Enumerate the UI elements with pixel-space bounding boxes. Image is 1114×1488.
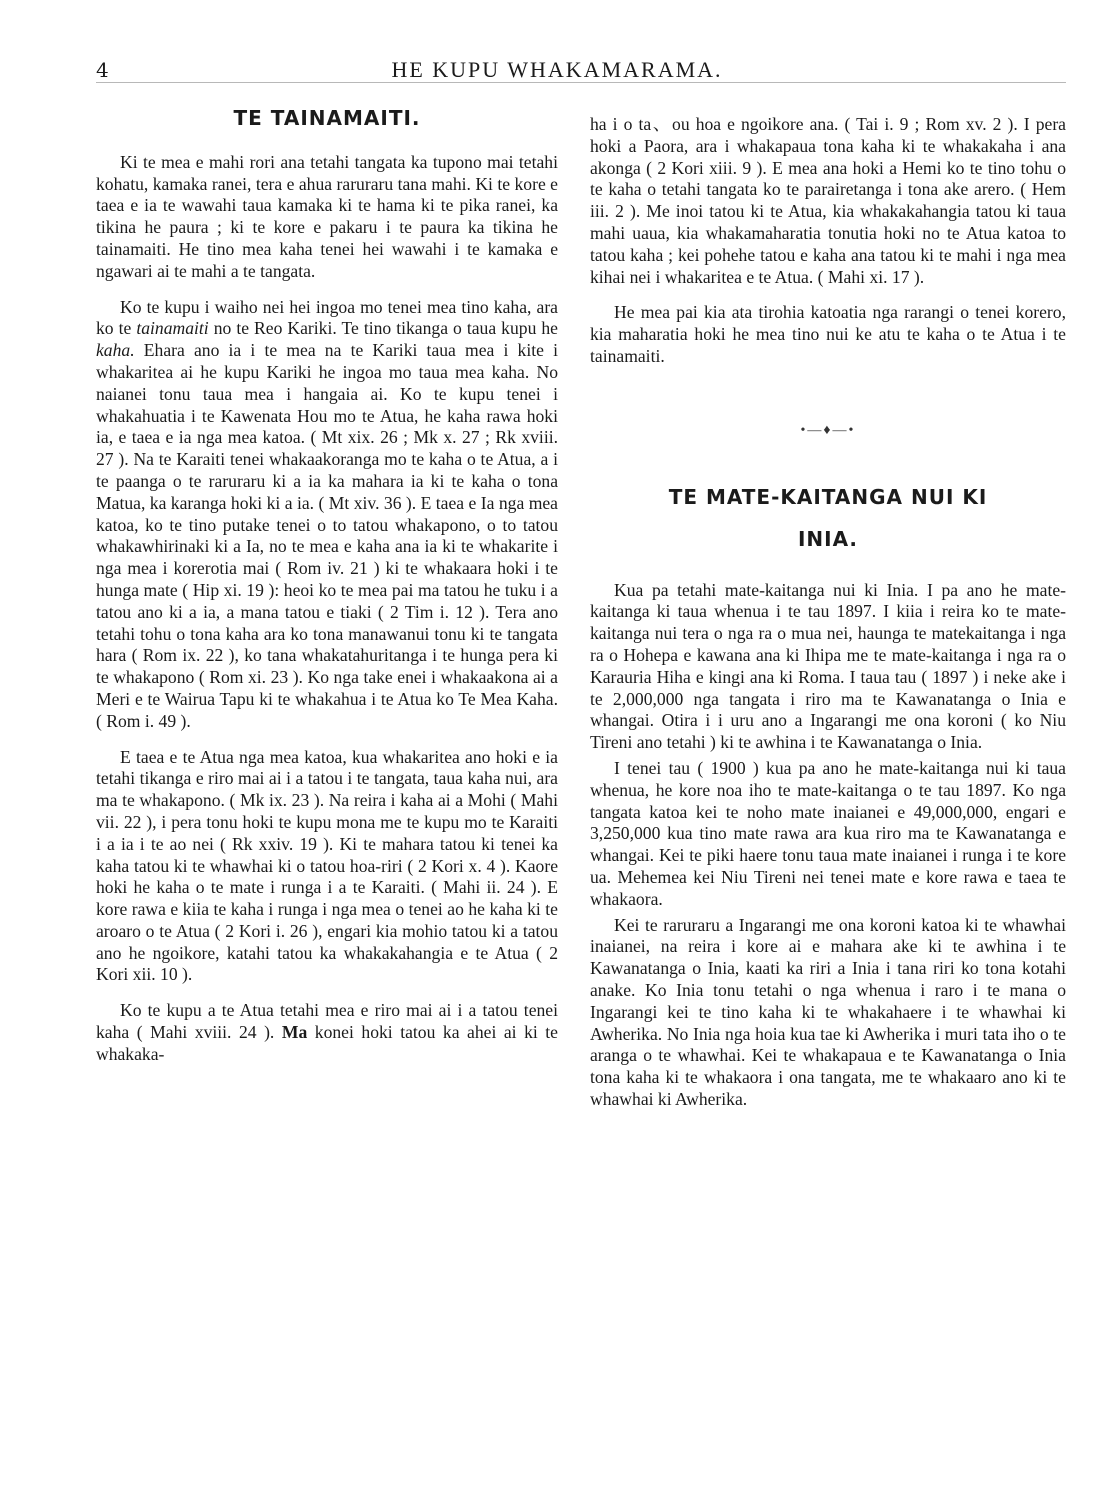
paragraph-text: no te Reo Kariki. Te tino tikanga o taua kupu he bbox=[208, 318, 558, 339]
paragraph-text: Ehara ano ia i te mea na te Kariki taua mea i kite i whakaritea ai he kupu Kariki he ingoa mo taua mea kaha. No naianei tonu taua mea i hangaia ai. Ko te kupu tenei i whakahuatia i te Kawenata Hou mo te Atua, he kaha rawa hoki ia, e taea e ia nga mea katoa. ( Mt xix. 26 ; Mk x. 27 ; Rk xviii. 27 ). Na te Karaiti tenei whakaakoranga mo te kaha o te Atua, a i te paanga o te raruraru ki a ia ka mahara ia ki te kaha o tona Matua, ka karanga hoki ki a ia. ( Mt xiv. 36 ). E taea e Ia nga mea katoa, ko te tino putake tenei o to tatou whakapono, o to tatou whakawhirinaki ki a Ia, no te mea e kaha ana ia ki te whakarite i nga mea i korerotia mai ( Rom iv. 21 ) ki te whakaara hoki i te hunga mate ( Hip xi. 19 ): heoi ko te mea pai ma tatou he tuku i a tatou ano ki a ia, a mana tatou e tiaki ( 2 Tim i. 12 ). Tera ano tetahi tohu o tona kaha ara ko tona manawanui tonu ki te tangata hara ( Rom ix. 22 ), ko tana whakatahuritanga i te hunga pera ki te whakapono ( Rom xi. 23 ). Ko nga take enei i whakaakona ai a Meri e te Wairua Tapu ki te whakahua i te Atua ko Te Mea Kaha. ( Rom i. 49 ). bbox=[96, 340, 558, 731]
running-title: HE KUPU WHAKAMARAMA. bbox=[391, 57, 723, 82]
right-column bbox=[590, 114, 1066, 1115]
heading-line: TE MATE-KAITANGA NUI KI bbox=[668, 484, 988, 509]
italic-term: tainamaiti bbox=[136, 318, 209, 339]
paragraph-text: konei hoki tatou ka ahei ai ki te whakaka- bbox=[96, 1022, 558, 1064]
article-heading-mate-kaitanga bbox=[590, 476, 1066, 560]
paragraph-continued: ha i o ta、ou hoa e ngoikore ana. ( Tai i. 9 ; Rom xv. 2 ). I pera hoki a Paora, ara i whakapaua tona kaha ki te whakakaha i ana akonga ( 2 Kori xiii. 9 ). E mea ana hoki a Hemi ko te tino tohu o te kaha o tetahi tangata ko te parairetanga i tona ake arero. ( Hem iii. 2 ). Me inoi tatou ki te Atua, kia whakakahangia tatou ki taua mahi uaua, kia whakamaharatia tonutia hoki no te Atua katoa to tatou kaha ; kei pohehe tatou e kaha ana tatou ki te mahi i nga mea kihai nei i whakaritea e te Atua. ( Mahi xi. 17 ). bbox=[590, 114, 1066, 287]
heading-line: INIA. bbox=[797, 526, 859, 551]
paragraph-text: Ko te kupu i waiho nei hei ingoa mo tenei mea tino kaha, ara ko te bbox=[96, 296, 558, 339]
italic-term: kaha. bbox=[96, 340, 135, 361]
paragraph bbox=[96, 297, 558, 733]
page-number: 4 bbox=[96, 58, 109, 82]
article-heading-tainamaiti: TE TAINAMAITI. bbox=[233, 106, 421, 130]
paragraph: E taea e te Atua nga mea katoa, kua whakaritea ano hoki e ia tetahi tikanga e riro mai ai i a tatou i te tangata, taua kaha nui, ara ma te whakapono. ( Mk ix. 23 ). Na reira i kaha ai a Mohi ( Mahi vii. 22 ), i pera tonu hoki te kupu mona me te kupu mo te Karaiti i a ia i te ao nei ( Rk xxiv. 19 ). Ki te mahara tatou ki tenei ka kaha tatou ki te whawhai ki o tatou hoa-riri ( 2 Kori x. 4 ). Kaore hoki he kaha o te mate i runga i a te Karaiti. ( Mahi ii. 24 ). E kore rawa e kiia te kaha i runga i nga mea o tenei ao he kaha ki te aroaro o te Atua ( 2 Kori i. 26 ), engari kia mohio tatou ki a tatou ano he ngoikore, katahi tatou ka whakakahangia e te Atua ( 2 Kori xii. 10 ). bbox=[96, 746, 558, 985]
paragraph: Ki te mea e mahi rori ana tetahi tangata ka tupono mai tetahi kohatu, kamaka ranei, tera e ahua raruraru tana mahi. Ki te kore e taea e ia te wawahi taua kamaka ki te hama ki te pika ranei, ka tikina he paura ; ki te kore e pakaru i te paura ka tikina he tainamaiti. He tino mea kaha tenei hei wawahi i te kamaka e ngawari ai te mahi a te tangata. bbox=[96, 151, 558, 281]
paragraph bbox=[96, 1000, 558, 1065]
paragraph: Kei te raruraru a Ingarangi me ona koroni katoa ki te whawhai inaianei, na reira i kore ai e mahara ake ki te awhina i te Kawanatanga o Inia, kaati ka riri a Inia i tana riri ko tona kotahi anake. Ko Inia tonu tetahi o nga whenua i raro i te mana o Ingarangi kei te tino kaha ki te whakahaere i te whawhai ki Awherika. No Inia nga hoia kua tae ki Awherika i muri tata iho o te aranga o te whawhai. Kei te whakapaua e te Kawanatanga o Inia tona kaha ki te whakaora i ona tangata, me te whakaaro ano ki te whawhai ki Awherika. bbox=[590, 914, 1066, 1109]
bold-word: Ma bbox=[281, 1022, 308, 1043]
paragraph: Kua pa tetahi mate-kaitanga nui ki Inia. I pa ano he mate-kaitanga ki taua whenua i te tau 1897. I kiia i reira ko te mate-kaitanga nui tera o nga ra o mua nei, haunga te matekaitanga i nga ra o Hohepa e kawana ana ki Ihipa me te mate-kaitanga i nga ra o Karauria Hiha e kingi ana ki Roma. I taua tau ( 1897 ) i neke ake i te 2,000,000 nga tangata i riro ma te Kawanatanga o Inia e whangai. Otira i i uru ano a Ingarangi me ona koroni ( ko Niu Tireni ano tetahi ) ki te awhina i te Kawanatanga o Inia. bbox=[590, 579, 1066, 753]
paragraph-text: Ko te kupu a te Atua tetahi mea e riro mai ai i a tatou tenei kaha ( Mahi xviii. 24 ). bbox=[96, 1000, 558, 1043]
paragraph: He mea pai kia ata tirohia katoatia nga rarangi o tenei korero, kia maharatia hoki he mea tino nui ke atu te kaha o te Atua i te tainamaiti. bbox=[590, 302, 1066, 366]
paragraph: I tenei tau ( 1900 ) kua pa ano he mate-kaitanga nui ki taua whenua, he kore noa iho te mate-kaitanga o te tau 1897. Ko nga tangata katoa kei te noho mate inaianei e 49,000,000, engari e 3,250,000 kua tino mate rawa ara kua riro ma te Kawanatanga e whangai. Kei te piki haere tonu taua mate inaianei i runga i te kore ua. Mehemea kei Niu Tireni nei tenei mate e kore rawa e taea te whakaora. bbox=[590, 757, 1066, 909]
header-rule bbox=[96, 82, 1066, 83]
left-column bbox=[96, 108, 558, 1080]
ornament-divider: •—♦—• bbox=[800, 422, 856, 438]
